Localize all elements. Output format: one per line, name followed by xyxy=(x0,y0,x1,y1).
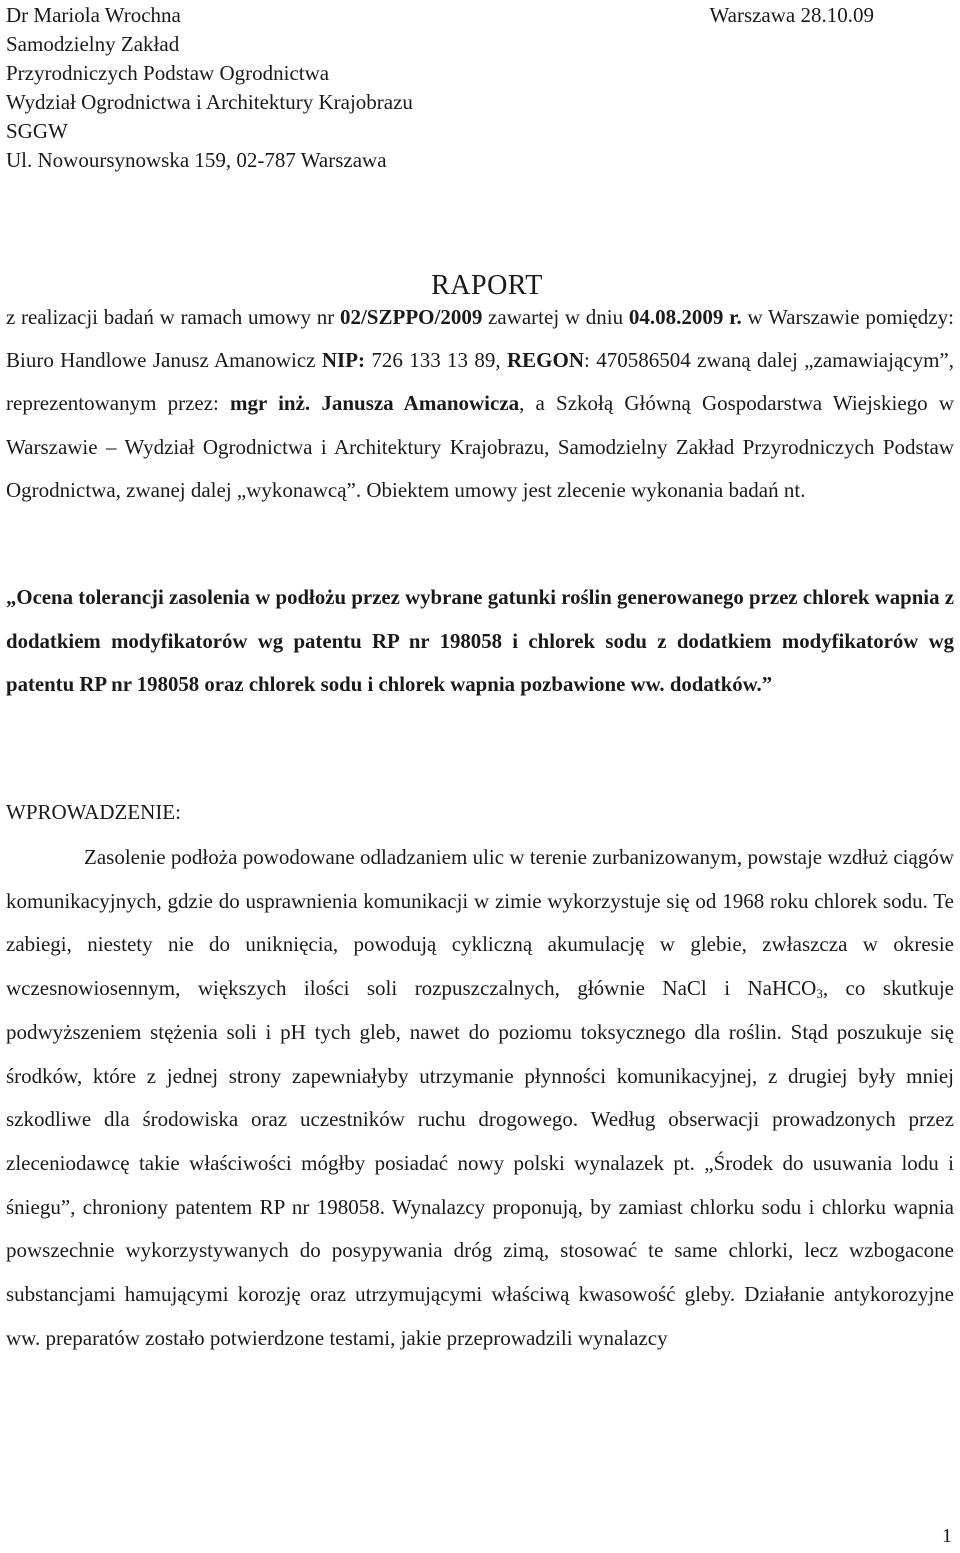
author-name: Dr Mariola Wrochna xyxy=(6,3,181,27)
department-line: Samodzielny Zakład xyxy=(6,32,180,56)
contract-number: 02/SZPPO/2009 xyxy=(339,305,483,329)
department-line: Przyrodniczych Podstaw Ogrodnictwa xyxy=(6,61,330,85)
intro-text: w Warszawie pomiędzy: Biuro Handlowe Janusz Amanowicz xyxy=(6,305,954,373)
intro-paragraph xyxy=(6,296,954,512)
regon-label: REGON xyxy=(507,348,585,373)
document-page xyxy=(6,0,954,1553)
body-text: , co skutkuje podwyższeniem stężenia soli i pH tych gleb, nawet do poziomu toksycznego dla roślin. Stąd poszukuje się środków, które z jednej strony zapewniałyby utrzymanie płynności komunikacyjnej, z drugiej były mniej szkodliwe dla środowiska oraz uczestników ruchu drogowego. Według obserwacji prowadzonych przez zleceniodawcę takie właściwości mógłby posiadać nowy polski wynalazek pt. „Środek do usuwania lodu i śniegu”, chroniony patentem RP nr 198058. Wynalazcy proponują, by zamiast chlorku sodu i chlorku wapnia powszechnie wykorzystywanych do posypywania dróg zimą, stosować te same chlorki, lecz wzbogacone substancjami hamującymi korozję oraz utrzymującymi właściwą kwasowość gleby. Działanie antykorozyjne ww. preparatów zostało potwierdzone testami, jakie przeprowadzili wynalazcy xyxy=(6,976,954,1350)
representative-name: mgr inż. Janusza Amanowicza xyxy=(230,391,520,416)
report-title: RAPORT xyxy=(431,270,543,301)
page-number: 1 xyxy=(942,1525,952,1547)
university-line: SGGW xyxy=(6,119,68,143)
body-text: Zasolenie podłoża powodowane odladzaniem ulic w terenie zurbanizowanym, powstaje wzdłuż ciągów komunikacyjnych, gdzie do usprawnienia komunikacji w zimie wykorzystuje się od 1968 roku chlorek sodu. Te zabiegi, niestety nie do uniknięcia, powodują cykliczną akumulację w glebie, zwłaszcza w okresie wczesnowiosennym, większych ilości soli rozpuszczalnych, głównie NaCl i NaHCO xyxy=(6,845,954,1001)
contract-date: 04.08.2009 r. xyxy=(628,305,742,329)
intro-text: : 470586504 zwaną dalej „zamawiającym”, reprezentowanym przez: xyxy=(6,348,955,416)
subscript: 3 xyxy=(816,986,823,1002)
subject-paragraph xyxy=(6,576,954,707)
intro-text: zawartej w dniu xyxy=(482,305,629,329)
intro-text: 726 133 13 89, xyxy=(365,348,507,373)
section-heading: WPROWADZENIE: xyxy=(6,800,181,824)
address-line: Ul. Nowoursynowska 159, 02-787 Warszawa xyxy=(6,148,387,172)
intro-text: z realizacji badań w ramach umowy nr xyxy=(6,305,340,329)
subject-text: „Ocena tolerancji zasolenia w podłożu przez wybrane gatunki roślin generowanego przez chlorek wapnia z dodatkiem modyfikatorów wg patentu RP nr 198058 i chlorek sodu z dodatkiem modyfikatorów wg patentu RP nr 198058 oraz chlorek sodu i chlorek wapnia pozbawione ww. dodatków.” xyxy=(6,586,954,696)
body-paragraph xyxy=(6,836,954,1360)
intro-text: , a Szkołą Główną Gospodarstwa Wiejskiego w Warszawie – Wydział Ogrodnictwa i Architektury Krajobrazu, Samodzielny Zakład Przyrodniczych Podstaw Ogrodnictwa, zwanej dalej „wykonawcą”. Obiektem umowy jest zlecenie wykonania badań nt. xyxy=(6,391,954,502)
letterhead xyxy=(6,1,954,175)
faculty-line: Wydział Ogrodnictwa i Architektury Krajobrazu xyxy=(6,90,413,114)
place-date: Warszawa 28.10.09 xyxy=(709,3,874,27)
nip-label: NIP: xyxy=(321,348,365,373)
